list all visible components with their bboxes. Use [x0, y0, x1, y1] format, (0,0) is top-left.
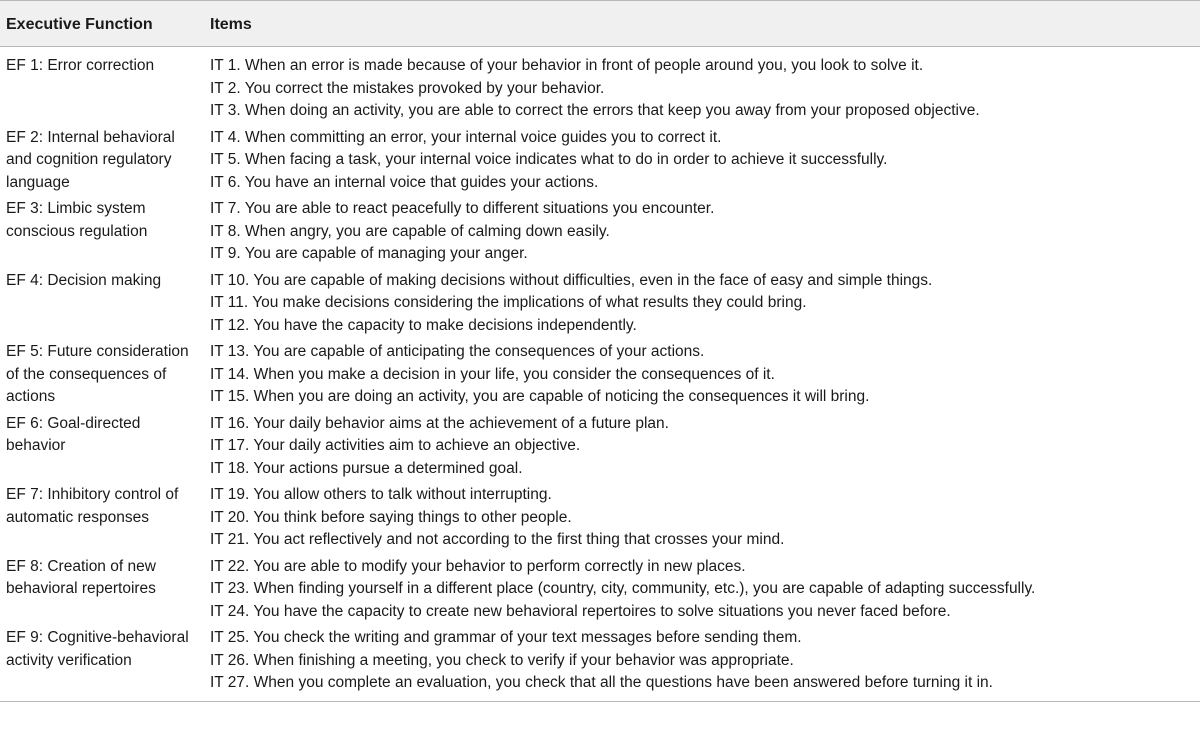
- executive-function-cell: EF 5: Future consideration of the consequences of actions: [6, 343, 189, 405]
- item-text: IT 6. You have an internal voice that guides your actions.: [210, 173, 599, 191]
- item-text: IT 19. You allow others to talk without interrupting.: [210, 486, 552, 503]
- item-text: IT 23. When finding yourself in a different place (country, city, community, etc.), you are capable of adapting successfully.: [210, 580, 1036, 597]
- table-row: [0, 268, 1200, 340]
- item-text: IT 10. You are capable of making decisions without difficulties, even in the face of easy and simple things.: [210, 271, 933, 289]
- item-text: IT 4. When committing an error, your internal voice guides you to correct it.: [210, 128, 722, 146]
- item-text: IT 18. Your actions pursue a determined goal.: [210, 459, 523, 477]
- item-text: IT 22. You are able to modify your behavior to perform correctly in new places.: [210, 557, 746, 575]
- item-text: IT 17. Your daily activities aim to achieve an objective.: [210, 437, 581, 454]
- items-cell: [204, 625, 1200, 701]
- item-text: IT 25. You check the writing and grammar of your text messages before sending them.: [210, 629, 802, 646]
- items-cell: [204, 411, 1200, 483]
- table-row: [0, 554, 1200, 626]
- executive-function-cell: EF 6: Goal-directed behavior: [6, 414, 141, 454]
- items-cell: [204, 196, 1200, 268]
- item-text: IT 5. When facing a task, your internal voice indicates what to do in order to achieve it successfully.: [210, 151, 888, 168]
- executive-function-cell: EF 3: Limbic system conscious regulation: [6, 200, 148, 240]
- column-header-items: Items: [210, 16, 252, 33]
- items-cell: [204, 125, 1200, 197]
- item-text: IT 27. When you complete an evaluation, you check that all the questions have been answered before turning it in.: [210, 674, 993, 691]
- item-text: IT 7. You are able to react peacefully to different situations you encounter.: [210, 200, 715, 217]
- item-text: IT 21. You act reflectively and not according to the first thing that crosses your mind.: [210, 531, 785, 548]
- table-row: [0, 625, 1200, 701]
- table-body: [0, 47, 1200, 702]
- header-row: [0, 1, 1200, 47]
- table-header: [0, 1, 1200, 47]
- executive-function-cell: EF 8: Creation of new behavioral repertoires: [6, 557, 156, 597]
- item-text: IT 20. You think before saying things to other people.: [210, 508, 572, 526]
- executive-function-cell: EF 4: Decision making: [6, 271, 162, 289]
- table-row: [0, 47, 1200, 125]
- table-row: [0, 482, 1200, 554]
- item-text: IT 13. You are capable of anticipating the consequences of your actions.: [210, 343, 705, 360]
- table-row: [0, 339, 1200, 411]
- column-header-executive-function: Executive Function: [6, 16, 153, 33]
- item-text: IT 8. When angry, you are capable of calming down easily.: [210, 222, 610, 240]
- item-text: IT 3. When doing an activity, you are able to correct the errors that keep you away from your proposed objective.: [210, 102, 980, 119]
- items-cell: [204, 554, 1200, 626]
- item-text: IT 14. When you make a decision in your life, you consider the consequences of it.: [210, 365, 775, 383]
- item-text: IT 15. When you are doing an activity, you are capable of noticing the consequences it will bring.: [210, 388, 870, 405]
- table-row: [0, 411, 1200, 483]
- executive-function-cell: EF 9: Cognitive-behavioral activity verification: [6, 629, 189, 669]
- item-text: IT 24. You have the capacity to create new behavioral repertoires to solve situations you never faced before.: [210, 602, 951, 620]
- executive-function-cell: EF 2: Internal behavioral and cognition regulatory language: [6, 128, 175, 191]
- item-text: IT 26. When finishing a meeting, you check to verify if your behavior was appropriate.: [210, 651, 794, 669]
- item-text: IT 2. You correct the mistakes provoked by your behavior.: [210, 79, 605, 97]
- item-text: IT 12. You have the capacity to make decisions independently.: [210, 316, 637, 334]
- item-text: IT 9. You are capable of managing your anger.: [210, 245, 528, 262]
- item-text: IT 16. Your daily behavior aims at the achievement of a future plan.: [210, 414, 669, 432]
- item-text: IT 1. When an error is made because of your behavior in front of people around you, you look to solve it.: [210, 57, 924, 74]
- items-cell: [204, 268, 1200, 340]
- executive-function-cell: EF 7: Inhibitory control of automatic responses: [6, 486, 179, 526]
- executive-function-cell: EF 1: Error correction: [6, 57, 155, 74]
- items-cell: [204, 47, 1200, 125]
- table-row: [0, 196, 1200, 268]
- item-text: IT 11. You make decisions considering the implications of what results they could bring.: [210, 294, 807, 311]
- table-row: [0, 125, 1200, 197]
- items-cell: [204, 339, 1200, 411]
- items-cell: [204, 482, 1200, 554]
